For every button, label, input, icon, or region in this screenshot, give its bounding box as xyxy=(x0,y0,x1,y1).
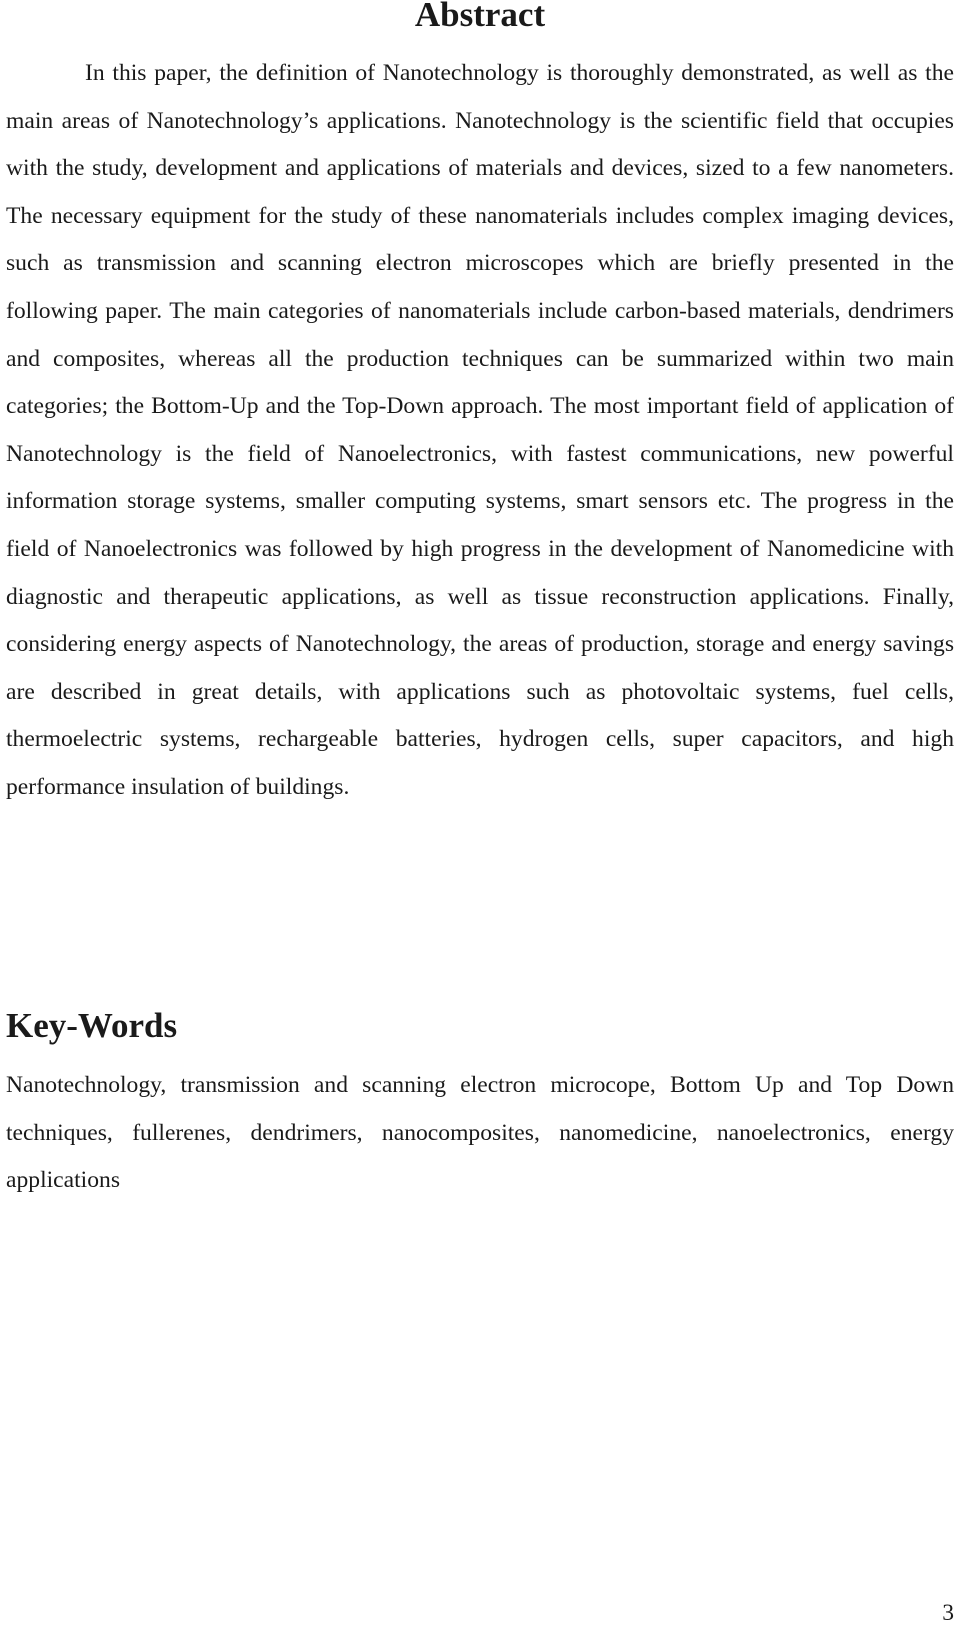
page-number: 3 xyxy=(942,1600,954,1626)
keywords-paragraph: Nanotechnology, transmission and scanning electron microcope, Bottom Up and Top Down techniques, fullerenes, dendrimers, nanocomposites, nanomedicine, nanoelectronics, energy applications xyxy=(6,1072,954,1193)
keywords-heading: Key-Words xyxy=(6,1006,178,1045)
abstract-paragraph: In this paper, the definition of Nanotechnology is thoroughly demonstrated, as well as the main areas of Nanotechnology’s applications. Nanotechnology is the scientific field that occupies with the study, development and applications of materials and devices, sized to a few nanometers. The necessary equipment for the study of these nanomaterials includes complex imaging devices, such as transmission and scanning electron microscopes which are briefly presented in the following paper. The main categories of nanomaterials include carbon-based materials, dendrimers and composites, whereas all the production techniques can be summarized within two main categories; the Bottom-Up and the Top-Down approach. The most important field of application of Nanotechnology is the field of Nanoelectronics, with fastest communications, new powerful information storage systems, smaller computing systems, smart sensors etc. The progress in the field of Nanoelectronics was followed by high progress in the development of Nanomedicine with diagnostic and therapeutic applications, as well as tissue reconstruction applications. Finally, considering energy aspects of Nanotechnology, the areas of production, storage and energy savings are described in great details, with applications such as photovoltaic systems, fuel cells, thermoelectric systems, rechargeable batteries, hydrogen cells, super capacitors, and high performance insulation of buildings. xyxy=(6,60,954,800)
abstract-heading: Abstract xyxy=(414,0,546,34)
